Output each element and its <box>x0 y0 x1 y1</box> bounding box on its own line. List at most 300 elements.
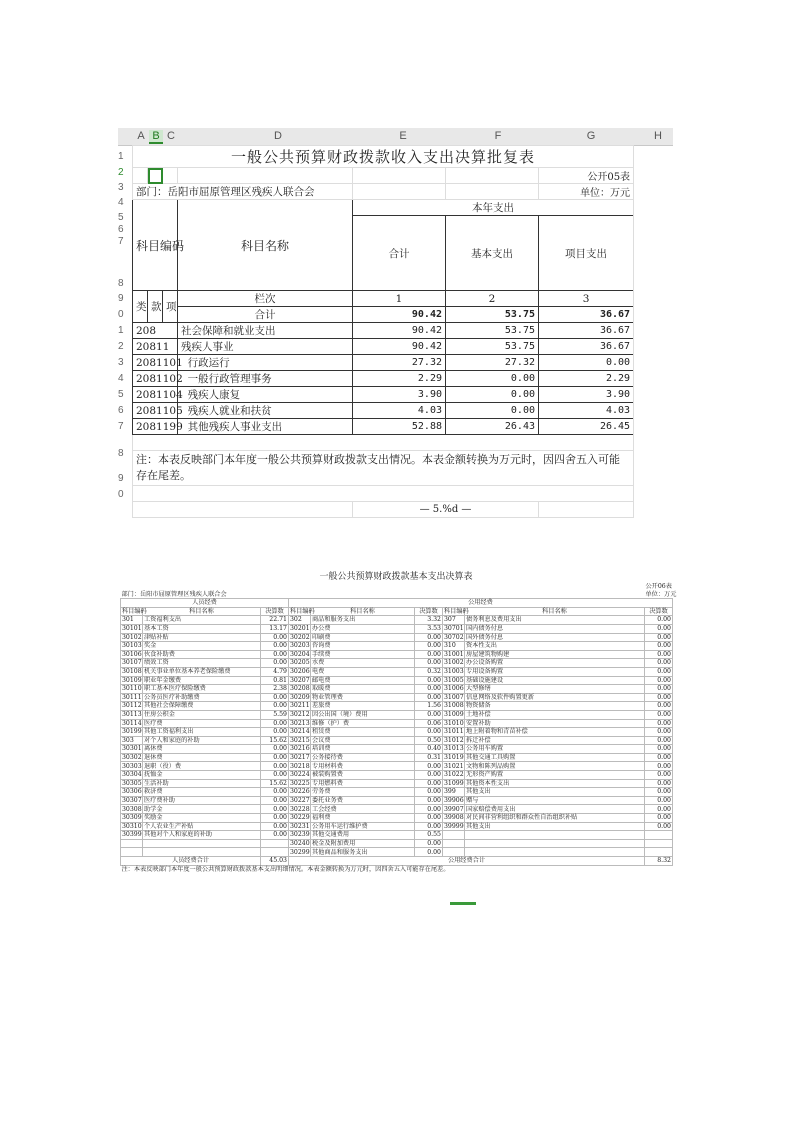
row-code: 2081104 <box>133 387 178 403</box>
cell-code: 31021 <box>444 762 464 770</box>
cell-amount: 0.00 <box>415 710 443 719</box>
cell-code: 31019 <box>444 753 464 761</box>
cell-name: 拆迁补偿 <box>465 736 645 745</box>
cell-code: 30301 <box>122 745 142 753</box>
cell-code: 30229 <box>290 814 310 822</box>
cell-amount: 0.00 <box>645 676 673 685</box>
row-num[interactable]: 2 <box>118 341 124 352</box>
row-num[interactable]: 4 <box>118 197 124 208</box>
h-amount-2: 决算数 <box>415 607 443 616</box>
row-basic: 0.00 <box>446 371 539 387</box>
form-number: 公开05表 <box>539 168 634 184</box>
column-header-bar <box>118 128 673 146</box>
cell-amount: 0.00 <box>415 650 443 659</box>
table-row <box>133 387 634 403</box>
cell-amount: 0.00 <box>415 659 443 668</box>
row-num[interactable]: 3 <box>118 182 124 193</box>
cell-amount: 1.56 <box>415 702 443 711</box>
cell-name: 职业年金缴费 <box>143 676 261 685</box>
cell-code: 303 <box>121 736 143 745</box>
cell-name: 其他社会保障缴费 <box>143 702 261 711</box>
table-row <box>121 676 673 685</box>
cell-amount <box>645 839 673 848</box>
cell-code: 30227 <box>290 796 310 804</box>
cell-name: 退职（役）费 <box>143 762 261 771</box>
cell-name: 国家赔偿费用支出 <box>465 805 645 814</box>
cell-code: 30306 <box>122 788 142 796</box>
code-header: 科目编码 <box>133 200 178 291</box>
table-row <box>121 814 673 823</box>
cell-name <box>143 839 261 848</box>
row-name: 一般行政管理事务 <box>178 371 353 387</box>
cell-code: 399 <box>443 788 465 797</box>
cell-amount: 15.62 <box>261 779 289 788</box>
cell-amount: 0.32 <box>415 667 443 676</box>
cell-amount: 0.00 <box>645 702 673 711</box>
row-name: 其他残疾人事业支出 <box>178 419 353 435</box>
basic-expense-sheet <box>120 565 677 905</box>
cell-name: 信息网络及软件购置更新 <box>465 693 645 702</box>
row-num[interactable]: 0 <box>118 489 124 500</box>
cell-name: 住房公积金 <box>143 710 261 719</box>
col-a[interactable]: A <box>137 130 145 142</box>
col-b[interactable]: B <box>149 130 163 144</box>
cell-code: 30110 <box>122 685 142 693</box>
cell-name: 其他资本性支出 <box>465 779 645 788</box>
table-row <box>121 667 673 676</box>
basic-expense-rows <box>121 616 673 857</box>
cell-name <box>465 831 645 840</box>
cell-name: 安置补助 <box>465 719 645 728</box>
cell-amount: 0.00 <box>645 710 673 719</box>
col-f[interactable]: F <box>494 130 502 142</box>
cell-name: 办公费 <box>311 624 415 633</box>
total-header: 合计 <box>353 216 446 291</box>
table-row <box>121 839 673 848</box>
cell-code: 30216 <box>290 745 310 753</box>
row-num[interactable]: 6 <box>118 405 124 416</box>
row-total: 27.32 <box>353 355 446 371</box>
cell-code: 30109 <box>122 676 142 684</box>
row-basic: 27.32 <box>446 355 539 371</box>
col-g[interactable]: G <box>586 130 596 142</box>
cell-name: 其他交通费用 <box>311 831 415 840</box>
cell-code: 30701 <box>444 625 464 633</box>
cell-name <box>143 848 261 857</box>
cell-amount: 3.32 <box>415 616 443 625</box>
cell-amount: 0.00 <box>261 788 289 797</box>
cell-code: 30111 <box>122 693 142 701</box>
kuan-header: 款 <box>148 291 163 323</box>
cell-amount: 0.00 <box>645 771 673 780</box>
sheet-tab-indicator <box>450 902 476 905</box>
row-num[interactable]: 3 <box>118 357 124 368</box>
h-name-1: 科目名称 <box>143 607 261 616</box>
page-marker: — 5.%d — <box>353 502 539 518</box>
cell-amount: 0.50 <box>415 736 443 745</box>
cell-name: 机关事业单位基本养老保险缴费 <box>143 667 261 676</box>
cell-name: 水费 <box>311 659 415 668</box>
cell-name: 医疗费 <box>143 719 261 728</box>
sheet2-unit: 单位：万元 <box>645 590 677 598</box>
cell-name: 其他支出 <box>465 788 645 797</box>
h-amount-1: 决算数 <box>261 607 289 616</box>
cell-name: 其他工资福利支出 <box>143 728 261 737</box>
cell-code: 30112 <box>122 702 142 710</box>
cell-code: 30202 <box>290 633 310 641</box>
cell-amount: 0.00 <box>261 702 289 711</box>
row-name: 残疾人就业和扶贫 <box>178 403 353 419</box>
cell-name: 公务用车运行维护费 <box>311 822 415 831</box>
cell-amount: 0.00 <box>415 771 443 780</box>
cell-code: 39907 <box>444 805 464 813</box>
cell-amount: 0.00 <box>415 779 443 788</box>
cell-amount: 0.00 <box>645 616 673 625</box>
h-name-3: 科目名称 <box>465 607 645 616</box>
cell-code: 30239 <box>290 831 310 839</box>
cell-code: 30208 <box>290 685 310 693</box>
cell-name: 办公设备购置 <box>465 659 645 668</box>
cell-code: 30302 <box>122 753 142 761</box>
cell-name: 租赁费 <box>311 728 415 737</box>
cell-amount: 0.00 <box>645 728 673 737</box>
cell-name: 对个人和家庭的补助 <box>143 736 261 745</box>
table-row <box>133 339 634 355</box>
cell-code: 30212 <box>290 711 310 718</box>
table-row <box>121 796 673 805</box>
cell-code: 307 <box>443 616 465 625</box>
cell-name: 无形资产购置 <box>465 771 645 780</box>
row-num[interactable]: 6 <box>118 224 124 235</box>
row-num[interactable]: 5 <box>118 212 124 223</box>
cell-code: 31005 <box>444 676 464 684</box>
col-h[interactable]: H <box>654 130 662 142</box>
cell-name: 赠与 <box>465 796 645 805</box>
h-code-1: 科目编码 <box>122 607 147 615</box>
cell-amount: 0.00 <box>645 693 673 702</box>
cell-name: 退休费 <box>143 753 261 762</box>
cell-name: 物资储备 <box>465 702 645 711</box>
department-label: 部门：岳阳市屈原管理区残疾人联合会 <box>133 184 353 200</box>
unit-label: 单位：万元 <box>539 184 634 200</box>
col-e[interactable]: E <box>399 130 407 142</box>
cell-name: 津贴补贴 <box>143 633 261 642</box>
table-row <box>121 762 673 771</box>
cell-code: 30103 <box>122 642 142 650</box>
cell-name: 文物和陈列品购置 <box>465 762 645 771</box>
cell-code: 31008 <box>444 702 464 710</box>
xiang-header: 项 <box>163 291 178 323</box>
empty-column-h <box>633 145 674 500</box>
cell-amount: 0.40 <box>415 745 443 754</box>
cell-code: 30307 <box>122 796 142 804</box>
row-project: 2.29 <box>539 371 634 387</box>
row-basic: 0.00 <box>446 387 539 403</box>
cell-code: 30106 <box>122 650 142 658</box>
cell-code: 30206 <box>290 668 310 676</box>
cell-name: 资本性支出 <box>465 642 645 651</box>
cell-amount: 0.00 <box>261 659 289 668</box>
col-c[interactable]: C <box>167 130 175 142</box>
cell-code: 30204 <box>290 650 310 658</box>
cell-name: 离休费 <box>143 745 261 754</box>
cell-amount <box>645 831 673 840</box>
cell-code: 30214 <box>290 728 310 736</box>
table-title: 一般公共预算财政拨款收入支出决算批复表 <box>133 146 634 168</box>
cell-amount: 0.00 <box>645 719 673 728</box>
table-row <box>121 685 673 694</box>
cell-code <box>443 839 465 848</box>
cell-code <box>443 831 465 840</box>
cell-name: 物业管理费 <box>311 693 415 702</box>
cell-amount <box>261 848 289 857</box>
cell-code: 30217 <box>290 753 310 761</box>
cell-code: 310 <box>443 642 465 651</box>
cell-name: 咨询费 <box>311 642 415 651</box>
row-num[interactable]: 2 <box>118 167 124 178</box>
cell-amount: 0.31 <box>415 753 443 762</box>
row-code: 2081101 <box>133 355 178 371</box>
cell-name: 被装购置费 <box>311 771 415 780</box>
cell-amount: 0.00 <box>415 762 443 771</box>
table-row <box>121 693 673 702</box>
cell-code: 30102 <box>122 633 142 641</box>
row-project: 36.67 <box>539 323 634 339</box>
row-num[interactable]: 5 <box>118 389 124 400</box>
row-num[interactable]: 7 <box>118 421 124 432</box>
cell-name: 取暖费 <box>311 685 415 694</box>
cell-name: 委托业务费 <box>311 796 415 805</box>
table-row <box>121 831 673 840</box>
cell-code: 30303 <box>122 762 142 770</box>
cell-code: 30231 <box>290 822 310 830</box>
cell-amount: 0.00 <box>261 753 289 762</box>
row-code: 2081199 <box>133 419 178 435</box>
row-num[interactable]: 9 <box>118 473 124 484</box>
cell-name: 电费 <box>311 667 415 676</box>
cell-name: 邮电费 <box>311 676 415 685</box>
basic-expense-table <box>120 583 677 873</box>
approval-table <box>132 145 634 518</box>
cell-amount: 0.00 <box>415 796 443 805</box>
cell-amount: 0.00 <box>261 728 289 737</box>
budget-approval-sheet <box>118 128 673 515</box>
cell-amount: 0.00 <box>645 736 673 745</box>
cell-amount: 0.00 <box>415 814 443 823</box>
table-row <box>121 659 673 668</box>
table-row <box>121 771 673 780</box>
row-basic: 0.00 <box>446 403 539 419</box>
cell-code: 30114 <box>122 719 142 727</box>
cell-amount: 0.00 <box>645 779 673 788</box>
cell-name: 公务接待费 <box>311 753 415 762</box>
cell-name: 基本工资 <box>143 624 261 633</box>
cell-amount: 0.00 <box>415 848 443 857</box>
cell-code: 30218 <box>290 762 310 770</box>
cell-name: 抚恤金 <box>143 771 261 780</box>
cell-name: 大型修缮 <box>465 685 645 694</box>
h-amount-3: 决算数 <box>645 607 673 616</box>
selected-cell[interactable] <box>148 168 163 184</box>
cell-code: 30199 <box>122 728 142 736</box>
cell-code: 30305 <box>122 779 142 787</box>
personnel-group-header: 人员经费 <box>121 599 289 608</box>
cell-name: 工会经费 <box>311 805 415 814</box>
cell-name: 商品和服务支出 <box>311 616 415 625</box>
cell-code: 39906 <box>444 796 464 804</box>
cell-code: 30702 <box>444 633 464 641</box>
cell-amount: 0.00 <box>261 693 289 702</box>
row-code: 20811 <box>133 339 178 355</box>
cell-code: 31022 <box>444 771 464 779</box>
cell-code: 30308 <box>122 805 142 813</box>
cell-code: 30203 <box>290 642 310 650</box>
cell-name: 差旅费 <box>311 702 415 711</box>
cell-name: 专用材料费 <box>311 762 415 771</box>
cell-amount: 0.00 <box>645 788 673 797</box>
cell-code: 30226 <box>290 788 310 796</box>
row-code: 208 <box>133 323 178 339</box>
row-num[interactable]: 1 <box>118 325 124 336</box>
cell-amount: 0.00 <box>415 805 443 814</box>
cell-amount: 0.00 <box>645 814 673 823</box>
row-num[interactable]: 4 <box>118 373 124 384</box>
row-num[interactable]: 9 <box>118 293 124 304</box>
row-num[interactable]: 1 <box>118 151 124 162</box>
cell-name: 税金及附加费用 <box>311 839 415 848</box>
table-row <box>121 616 673 625</box>
cell-amount: 0.81 <box>261 676 289 685</box>
cell-code: 30228 <box>290 805 310 813</box>
cell-amount: 0.00 <box>261 633 289 642</box>
cell-amount: 0.00 <box>645 642 673 651</box>
cell-code: 31003 <box>444 668 464 676</box>
cell-amount: 5.59 <box>261 710 289 719</box>
cell-name: 地上附着物和青苗补偿 <box>465 728 645 737</box>
cell-code: 30225 <box>290 779 310 787</box>
table-row <box>121 710 673 719</box>
row-basic: 53.75 <box>446 323 539 339</box>
table-row <box>121 745 673 754</box>
cell-amount: 22.71 <box>261 616 289 625</box>
public-group-header: 公用经费 <box>289 599 673 608</box>
cell-amount: 13.17 <box>261 624 289 633</box>
cell-name: 国内债务付息 <box>465 624 645 633</box>
h-code-3: 科目编码 <box>444 607 469 615</box>
row-name: 行政运行 <box>178 355 353 371</box>
cell-code: 30201 <box>290 625 310 633</box>
cell-amount: 0.00 <box>261 771 289 780</box>
cell-code: 302 <box>289 616 311 625</box>
col-d[interactable]: D <box>274 130 282 142</box>
row-name: 残疾人康复 <box>178 387 353 403</box>
cell-amount: 0.00 <box>645 762 673 771</box>
cell-code: 31002 <box>444 659 464 667</box>
cell-name: 培训费 <box>311 745 415 754</box>
cell-name: 救济费 <box>143 788 261 797</box>
sum-label: 合计 <box>178 307 353 323</box>
sheet2-form-number: 公开06表 <box>645 583 672 591</box>
cell-amount: 0.00 <box>261 650 289 659</box>
cell-name <box>465 839 645 848</box>
cell-name: 福利费 <box>311 814 415 823</box>
cell-name: 基础设施建设 <box>465 676 645 685</box>
row-code: 2081105 <box>133 403 178 419</box>
cell-amount: 3.53 <box>415 624 443 633</box>
table-row <box>133 371 634 387</box>
cell-name: 个人农业生产补贴 <box>143 822 261 831</box>
row-total: 2.29 <box>353 371 446 387</box>
sum-project: 36.67 <box>539 307 634 323</box>
table-row <box>121 728 673 737</box>
cell-name: 伙食补助费 <box>143 650 261 659</box>
cell-code: 30240 <box>290 839 310 847</box>
h-code-2: 科目编码 <box>290 607 315 615</box>
row-total: 90.42 <box>353 323 446 339</box>
cell-code: 31001 <box>444 650 464 658</box>
cell-amount: 0.00 <box>645 650 673 659</box>
cell-amount: 0.00 <box>645 753 673 762</box>
sheet2-title: 一般公共预算财政拨款基本支出决算表 <box>319 572 473 582</box>
table-row <box>121 753 673 762</box>
table-note: 注：本表反映部门本年度一般公共预算财政拨款支出情况。本表金额转换为万元时，因四舍五入可能存在尾差。 <box>133 451 634 486</box>
lanci-3: 3 <box>539 291 634 307</box>
cell-name: 对民间非营利组织和群众性自治组织补贴 <box>465 814 645 823</box>
table-row <box>133 323 634 339</box>
cell-code: 31009 <box>444 711 464 718</box>
cell-code: 30299 <box>290 848 310 856</box>
cell-name: 其他交通工具购置 <box>465 753 645 762</box>
row-header-bar <box>118 145 130 500</box>
cell-name: 生活补助 <box>143 779 261 788</box>
row-project: 0.00 <box>539 355 634 371</box>
cell-amount: 2.38 <box>261 685 289 694</box>
lanci-1: 1 <box>353 291 446 307</box>
row-code: 2081102 <box>133 371 178 387</box>
table-row <box>121 736 673 745</box>
table-row <box>121 624 673 633</box>
cell-amount: 4.79 <box>261 667 289 676</box>
row-total: 52.88 <box>353 419 446 435</box>
cell-name: 维修（护）费 <box>311 719 415 728</box>
row-name: 社会保障和就业支出 <box>178 323 353 339</box>
cell-code: 30399 <box>122 831 142 839</box>
table-row <box>121 805 673 814</box>
cell-name: 专用燃料费 <box>311 779 415 788</box>
cell-code: 31007 <box>444 693 464 701</box>
table-row <box>133 403 634 419</box>
cell-amount: 0.00 <box>261 762 289 771</box>
cell-name: 土地补偿 <box>465 710 645 719</box>
cell-name: 债务利息及费用支出 <box>465 616 645 625</box>
cell-code: 31011 <box>444 728 464 736</box>
sheet2-department: 部门：岳阳市屈原管理区残疾人联合会 <box>121 590 227 598</box>
table-row <box>121 633 673 642</box>
cell-code: 30101 <box>122 625 142 633</box>
row-num[interactable]: 8 <box>118 278 124 289</box>
table-row <box>121 788 673 797</box>
cell-code: 39999 <box>444 822 464 830</box>
cell-amount: 0.00 <box>261 719 289 728</box>
row-num[interactable]: 8 <box>118 448 124 459</box>
cell-amount: 0.00 <box>261 831 289 840</box>
cell-amount: 0.55 <box>415 831 443 840</box>
cell-amount: 0.00 <box>645 685 673 694</box>
row-num[interactable]: 7 <box>118 236 124 247</box>
cell-amount: 0.00 <box>645 667 673 676</box>
row-num[interactable]: 0 <box>118 309 124 320</box>
table-row <box>121 848 673 857</box>
